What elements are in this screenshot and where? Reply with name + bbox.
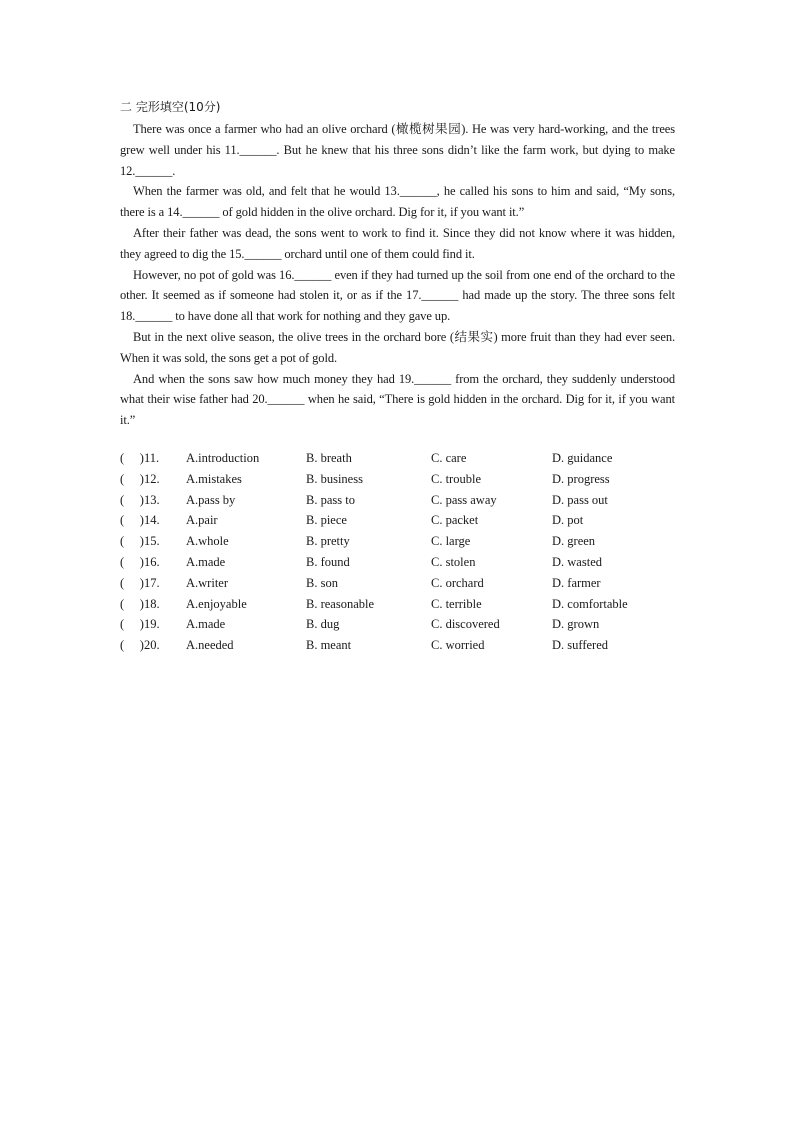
option-a: A.needed xyxy=(186,638,234,653)
option-b: B. meant xyxy=(306,638,352,653)
option-d: D. wasted xyxy=(552,554,602,569)
option-c: C. care xyxy=(431,450,467,465)
option-a: A.mistakes xyxy=(186,471,242,486)
question-options xyxy=(120,448,675,656)
option-b: B. pass to xyxy=(306,492,355,507)
question-row xyxy=(120,614,675,635)
question-number: ( )16. xyxy=(120,554,160,569)
passage-paragraph: However, no pot of gold was 16.______ even if they had turned up the soil from one end of the orchard to the other. It seemed as if someone had stolen it, or as if the 17.______ had made up the story. The three sons felt 18.______ to have done all that work for nothing and they gave up. xyxy=(120,267,675,324)
option-c: C. worried xyxy=(431,638,485,653)
option-c: C. discovered xyxy=(431,617,500,632)
option-b: B. dug xyxy=(306,617,340,632)
passage-paragraph: But in the next olive season, the olive trees in the orchard bore (结果实) more fruit than they had ever seen. When it was sold, the sons get a pot of gold. xyxy=(120,329,675,365)
option-b: B. son xyxy=(306,575,338,590)
option-a: A.writer xyxy=(186,575,228,590)
question-number: ( )11. xyxy=(120,450,160,465)
option-d: D. suffered xyxy=(552,638,608,653)
option-a: A.whole xyxy=(186,534,229,549)
question-row xyxy=(120,531,675,552)
passage xyxy=(120,119,675,431)
option-d: D. guidance xyxy=(552,450,613,465)
option-b: B. pretty xyxy=(306,534,350,549)
option-c: C. large xyxy=(431,534,471,549)
option-c: C. packet xyxy=(431,513,479,528)
option-a: A.made xyxy=(186,617,226,632)
section-title: 二 完形填空(10分) xyxy=(120,100,221,114)
question-number: ( )15. xyxy=(120,534,160,549)
question-row xyxy=(120,635,675,656)
option-a: A.introduction xyxy=(186,450,260,465)
option-a: A.made xyxy=(186,554,226,569)
option-d: D. comfortable xyxy=(552,596,628,611)
question-row xyxy=(120,469,675,490)
option-d: D. grown xyxy=(552,617,600,632)
option-d: D. progress xyxy=(552,471,610,486)
option-c: C. stolen xyxy=(431,554,476,569)
question-number: ( )20. xyxy=(120,638,160,653)
passage-paragraph: And when the sons saw how much money they had 19.______ from the orchard, they suddenly understood what their wise father had 20.______ when he said, “There is gold hidden in the orchard. Dig for it, if you want it.” xyxy=(120,371,675,428)
passage-paragraph: There was once a farmer who had an olive orchard (橄榄树果园). He was very hard-working, and the trees grew well under his 11.______. But he knew that his three sons didn’t like the farm work, but dying to make 12.______. xyxy=(120,122,675,178)
option-c: C. pass away xyxy=(431,492,497,507)
question-number: ( )18. xyxy=(120,596,160,611)
option-d: D. pass out xyxy=(552,492,608,507)
option-d: D. farmer xyxy=(552,575,601,590)
option-c: C. terrible xyxy=(431,596,482,611)
question-row xyxy=(120,573,675,594)
option-b: B. business xyxy=(306,471,363,486)
option-b: B. reasonable xyxy=(306,596,375,611)
option-a: A.pair xyxy=(186,513,218,528)
passage-paragraph: When the farmer was old, and felt that he would 13.______, he called his sons to him and said, “My sons, there is a 14.______ of gold hidden in the olive orchard. Dig for it, if you want it.” xyxy=(120,184,675,220)
question-row xyxy=(120,510,675,531)
option-a: A.pass by xyxy=(186,492,236,507)
option-c: C. orchard xyxy=(431,575,484,590)
option-b: B. found xyxy=(306,554,350,569)
question-row xyxy=(120,490,675,511)
question-number: ( )14. xyxy=(120,513,160,528)
question-number: ( )17. xyxy=(120,575,160,590)
option-b: B. piece xyxy=(306,513,347,528)
question-row xyxy=(120,552,675,573)
option-b: B. breath xyxy=(306,450,352,465)
option-d: D. pot xyxy=(552,513,584,528)
question-number: ( )12. xyxy=(120,471,160,486)
question-number: ( )19. xyxy=(120,617,160,632)
option-d: D. green xyxy=(552,534,596,549)
option-a: A.enjoyable xyxy=(186,596,247,611)
question-number: ( )13. xyxy=(120,492,160,507)
question-row xyxy=(120,448,675,469)
option-c: C. trouble xyxy=(431,471,481,486)
exam-sheet xyxy=(120,98,675,656)
question-row xyxy=(120,594,675,615)
passage-paragraph: After their father was dead, the sons went to work to find it. Since they did not know where it was hidden, they agreed to dig the 15.______ orchard until one of them could find it. xyxy=(120,225,675,261)
